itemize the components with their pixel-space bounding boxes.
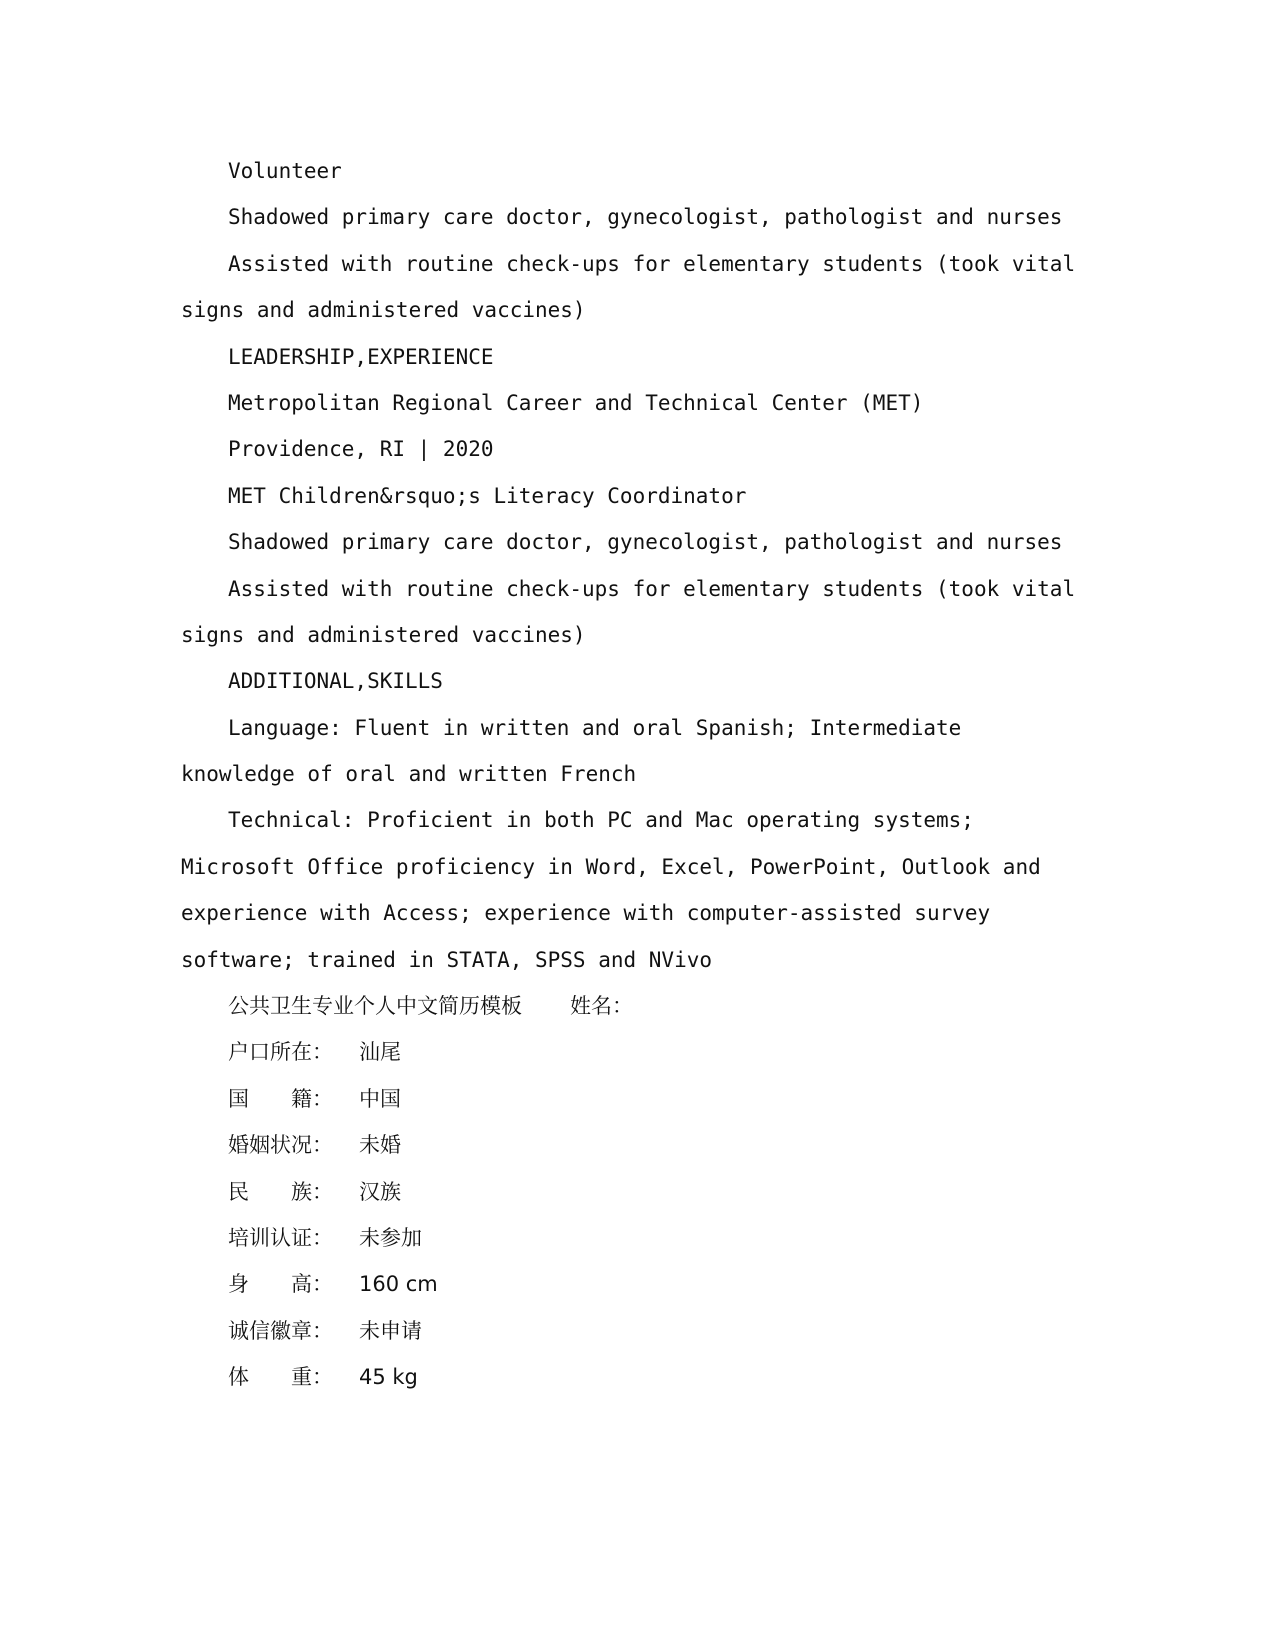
field-value: 汕尾 [359,1040,401,1065]
text-line: Microsoft Office proficiency in Word, Excel, PowerPoint, Outlook and [181,854,1041,879]
text-line: Technical: Proficient in both PC and Mac operating systems; [228,808,974,833]
field-label: 体 重： [228,1365,333,1390]
field-row [181,1122,1061,1168]
field-row [181,1354,1061,1400]
field-label: 国 籍： [228,1086,333,1111]
text-line: software; trained in STATA, SPSS and NVivo [181,947,713,972]
resume-title: 公共卫生专业个人中文简历模板 [228,994,522,1019]
section-heading: ADDITIONAL,SKILLS [228,669,443,694]
text-line: Volunteer [228,159,342,183]
text-line: Shadowed primary care doctor, gynecologist, pathologist and nurses [228,530,1063,555]
text-line: MET Children&rsquo;s Literacy Coordinator [228,483,747,508]
field-row [181,1261,1061,1307]
text-line: Metropolitan Regional Career and Technical Center (MET) [228,390,924,415]
text-line: Assisted with routine check-ups for elementary students (took vital [228,576,1076,601]
field-row [181,1029,1061,1075]
document-body [181,148,1076,1401]
field-label: 婚姻状况： [228,1133,333,1158]
field-value: 汉族 [359,1179,401,1204]
text-line: signs and administered vaccines) [181,622,586,647]
field-value: 中国 [359,1086,401,1111]
field-label: 诚信徽章： [228,1318,333,1343]
name-label: 姓名： [570,994,633,1019]
text-line: Assisted with routine check-ups for elementary students (took vital [228,251,1076,276]
field-value: 未参加 [359,1225,422,1250]
resume-title-row [181,983,1061,1029]
field-value: 未申请 [359,1318,422,1343]
text-line: signs and administered vaccines) [181,298,586,323]
field-row [181,1215,1061,1261]
section-heading: LEADERSHIP,EXPERIENCE [228,344,494,369]
text-line: Language: Fluent in written and oral Spanish; Intermediate [228,715,962,740]
field-label: 培训认证： [228,1225,333,1250]
text-line: Providence, RI | 2020 [228,437,494,462]
field-row [181,1169,1061,1215]
text-line: experience with Access; experience with computer-assisted survey [181,901,991,926]
text-line: knowledge of oral and written French [181,762,637,787]
text-line: Shadowed primary care doctor, gynecologist, pathologist and nurses [228,205,1063,230]
field-value: 未婚 [359,1133,401,1158]
field-row [181,1308,1061,1354]
field-value: 160 cm [359,1272,438,1297]
field-label: 身 高： [228,1272,333,1297]
field-label: 民 族： [228,1179,333,1204]
field-label: 户口所在： [228,1040,333,1065]
field-row [181,1076,1061,1122]
field-value: 45 kg [359,1365,418,1390]
